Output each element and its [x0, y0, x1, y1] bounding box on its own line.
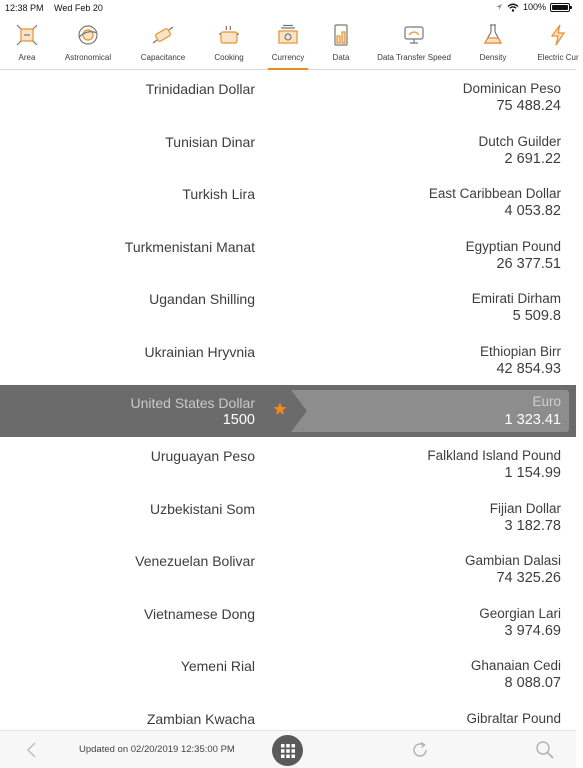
grid-menu-button[interactable] [272, 735, 303, 766]
target-currency-value: 74 325.26 [496, 570, 561, 586]
category-label: Electric Cur [537, 53, 579, 62]
source-currency-name: Tunisian Dinar [165, 133, 255, 150]
astronomical-icon [75, 22, 101, 48]
target-currency-value: 3 974.69 [504, 622, 561, 639]
list-item[interactable] [0, 543, 576, 596]
selected-conversion-row[interactable] [0, 385, 576, 437]
category-astronomical[interactable] [60, 16, 116, 70]
target-currency-value: 2 691.22 [504, 150, 561, 167]
category-label: Data [332, 53, 350, 62]
target-currency-name: Dutch Guilder [478, 133, 561, 149]
refresh-icon[interactable] [409, 739, 431, 761]
target-currency-name: Fijian Dollar [489, 500, 561, 516]
category-capacitance[interactable] [137, 16, 189, 70]
currency-list[interactable] [0, 71, 576, 730]
list-item[interactable] [0, 71, 576, 124]
data-icon [328, 22, 354, 48]
list-item[interactable] [0, 596, 576, 649]
category-area[interactable] [12, 16, 42, 70]
target-currency-name: Ghanaian Cedi [470, 658, 561, 673]
target-currency-name: Ethiopian Birr [479, 343, 561, 359]
electric-current-icon [545, 22, 571, 48]
back-icon[interactable] [22, 740, 42, 760]
list-item[interactable] [0, 334, 576, 387]
bottom-toolbar [0, 730, 576, 768]
list-item[interactable] [0, 281, 576, 334]
source-currency-name: Turkmenistani Manat [124, 238, 255, 255]
selected-source-amount[interactable]: 1500 [222, 412, 255, 428]
target-currency-value: 75 488.24 [496, 98, 561, 114]
target-currency-value: 42 854.93 [496, 360, 561, 377]
source-currency-name: Ukrainian Hryvnia [144, 343, 255, 360]
category-label: Data Transfer Speed [377, 53, 451, 62]
battery-percent: 100% [522, 2, 546, 12]
category-density[interactable] [477, 16, 509, 70]
target-currency-value: 1 154.99 [504, 465, 561, 481]
target-currency-value: 26 377.51 [496, 255, 561, 272]
target-currency-name: Emirati Dirham [471, 291, 561, 306]
list-item[interactable] [0, 648, 576, 701]
status-time: 12:38 PM [5, 3, 44, 13]
star-icon[interactable] [272, 401, 288, 417]
target-currency-value: 8 088.07 [504, 675, 561, 691]
target-currency-name: Gibraltar Pound [466, 710, 561, 726]
target-currency-name: Egyptian Pound [465, 238, 561, 254]
capacitance-icon [150, 22, 176, 48]
source-currency-name: Trinidadian Dollar [145, 81, 255, 97]
source-currency-name: Ugandan Shilling [149, 291, 255, 307]
target-currency-name: Falkland Island Pound [427, 448, 561, 463]
target-currency-name: Dominican Peso [462, 81, 561, 96]
location-icon [495, 3, 503, 11]
selected-source-currency-name: United States Dollar [130, 395, 255, 411]
category-toolbar [0, 16, 579, 70]
category-cooking[interactable] [210, 16, 248, 70]
category-electric-current[interactable] [533, 16, 583, 70]
selected-target-currency-name: Euro [532, 394, 561, 409]
status-bar [0, 0, 576, 16]
category-data-transfer-speed[interactable] [374, 16, 454, 70]
target-currency-value: 5 509.8 [512, 308, 561, 324]
category-currency[interactable] [268, 16, 308, 70]
source-currency-name: Vietnamese Dong [143, 605, 255, 622]
list-item[interactable] [0, 438, 576, 491]
selected-target-amount: 1 323.41 [504, 412, 561, 428]
grid-icon [281, 744, 295, 758]
list-item[interactable] [0, 176, 576, 229]
source-currency-name: Venezuelan Bolivar [135, 553, 255, 569]
target-currency-value: 4 053.82 [504, 203, 561, 219]
search-icon[interactable] [534, 739, 556, 761]
category-label: Astronomical [64, 53, 112, 62]
category-label: Currency [271, 53, 305, 62]
currency-icon [275, 22, 301, 48]
source-currency-name: Turkish Lira [182, 186, 255, 202]
category-data[interactable] [328, 16, 354, 70]
status-date: Wed Feb 20 [54, 3, 103, 13]
cooking-icon [216, 22, 242, 48]
target-currency-name: Georgian Lari [479, 605, 561, 621]
battery-icon [550, 3, 570, 12]
target-currency-name: Gambian Dalasi [464, 553, 561, 568]
list-item[interactable] [0, 229, 576, 282]
status-indicators [495, 2, 570, 12]
list-item[interactable] [0, 124, 576, 177]
source-currency-name: Uruguayan Peso [150, 448, 255, 464]
data-transfer-speed-icon [401, 22, 427, 48]
area-icon [14, 22, 40, 48]
active-tab-indicator [268, 68, 308, 70]
category-label: Density [479, 53, 507, 62]
target-currency-value: 3 182.78 [504, 517, 561, 534]
density-icon [480, 22, 506, 48]
target-currency-name: East Caribbean Dollar [428, 186, 561, 201]
source-currency-name: Zambian Kwacha [146, 710, 255, 727]
source-currency-name: Uzbekistani Som [149, 500, 255, 517]
category-label: Cooking [214, 53, 244, 62]
list-item[interactable] [0, 491, 576, 544]
category-label: Area [18, 53, 36, 62]
source-currency-name: Yemeni Rial [180, 658, 255, 674]
category-label: Capacitance [140, 53, 186, 62]
wifi-icon [507, 3, 519, 12]
last-updated-text: Updated on 02/20/2019 12:35:00 PM [79, 744, 235, 755]
